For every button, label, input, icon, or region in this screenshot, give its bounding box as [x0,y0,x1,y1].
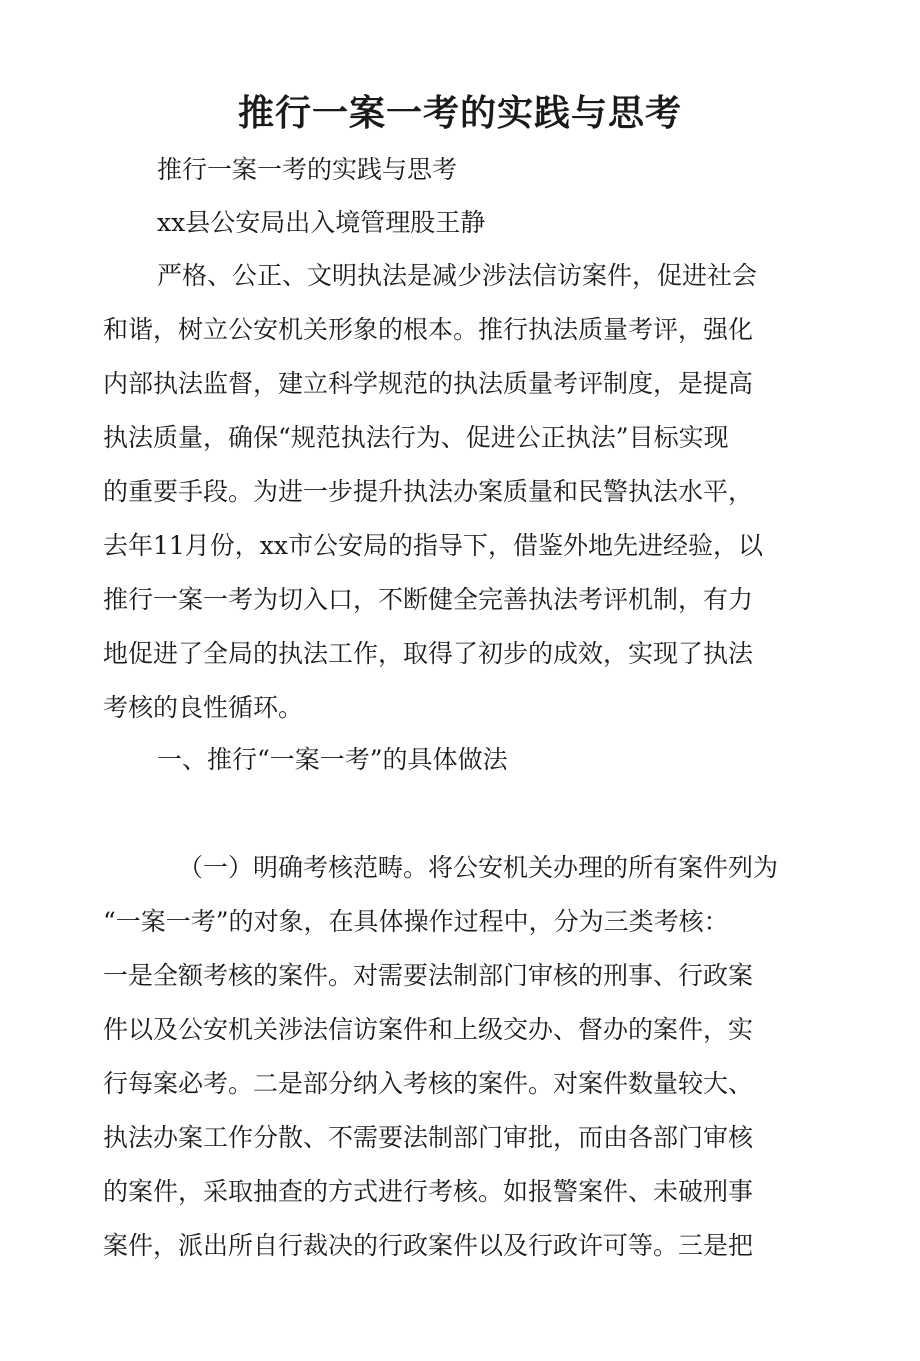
paragraph-line: 执法办案工作分散、不需要法制部门审批，而由各部门审核 [103,1123,754,1152]
author-line: xx县公安局出入境管理股王静 [157,208,486,237]
paragraph-line: 行每案必考。二是部分纳入考核的案件。对案件数量较大、 [103,1069,754,1098]
paragraph-line: 执法质量，确保“规范执法行为、促进公正执法”目标实现 [103,423,729,452]
paragraph-line: “一案一考”的对象，在具体操作过程中，分为三类考核： [103,907,729,936]
document-title: 推行一案一考的实践与思考 [237,93,682,134]
subtitle: 推行一案一考的实践与思考 [157,155,458,184]
paragraph-line: 推行一案一考为切入口，不断健全完善执法考评机制，有力 [103,585,754,614]
paragraph-line: 件以及公安机关涉法信访案件和上级交办、督办的案件，实 [103,1015,754,1044]
paragraph-line: 的重要手段。为进一步提升执法办案质量和民警执法水平， [103,477,754,506]
paragraph-line: 内部执法监督，建立科学规范的执法质量考评制度，是提高 [103,369,754,398]
paragraph-line: 去年11月份，xx市公安局的指导下，借鉴外地先进经验，以 [103,531,764,560]
paragraph-line: （一）明确考核范畴。将公安机关办理的所有案件列为 [178,853,779,882]
paragraph-line: 案件，派出所自行裁决的行政案件以及行政许可等。三是把 [103,1231,754,1260]
paragraph-line: 一是全额考核的案件。对需要法制部门审核的刑事、行政案 [103,961,754,990]
paragraph-line: 和谐，树立公安机关形象的根本。推行执法质量考评，强化 [103,315,754,344]
paragraph-line: 的案件，采取抽查的方式进行考核。如报警案件、未破刑事 [103,1177,754,1206]
paragraph-line: 考核的良性循环。 [103,693,304,722]
paragraph-line: 地促进了全局的执法工作，取得了初步的成效，实现了执法 [103,639,754,668]
section-heading: 一、推行“一案一考”的具体做法 [157,745,508,774]
paragraph-line: 严格、公正、文明执法是减少涉法信访案件，促进社会 [157,261,758,290]
